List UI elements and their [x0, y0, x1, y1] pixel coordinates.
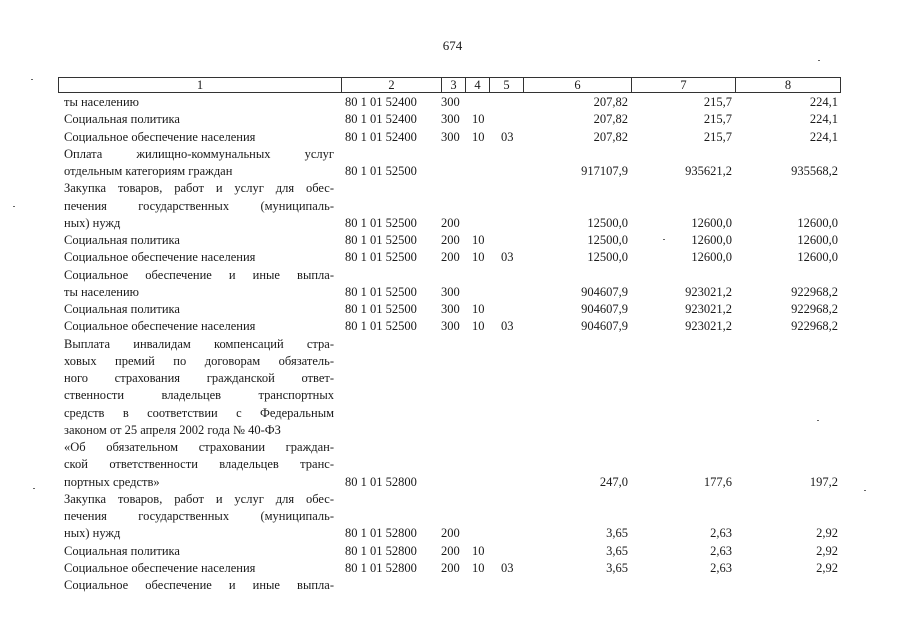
- row-value-col6: 207,82: [593, 129, 628, 144]
- row-section: 10: [472, 112, 485, 127]
- header-col-2: 2: [341, 78, 441, 92]
- row-value-col8: 224,1: [809, 129, 838, 144]
- row-expense-type: 300: [441, 129, 460, 144]
- row-value-col7: 923021,2: [685, 319, 732, 334]
- row-code: 80 1 01 52800: [345, 526, 417, 541]
- row-name: ской ответственности владельцев транс-: [64, 457, 334, 472]
- row-code: 80 1 01 52800: [345, 474, 417, 489]
- row-name: ного страхования гражданской ответ-: [64, 371, 334, 385]
- row-value-col8: 922968,2: [791, 284, 838, 299]
- page-number: 674: [442, 38, 463, 53]
- table-row: [0, 560, 905, 577]
- row-code: 80 1 01 52500: [345, 215, 417, 230]
- row-name: Социальное обеспечение и иные выпла-: [64, 267, 334, 282]
- row-value-col7: 2,63: [710, 560, 732, 575]
- row-name: ных) нужд: [64, 526, 121, 541]
- row-value-col7: 12600,0: [691, 215, 732, 230]
- row-value-col6: 12500,0: [587, 250, 628, 265]
- header-col-1: 1: [196, 78, 204, 92]
- row-value-col6: 207,82: [593, 112, 628, 127]
- row-value-col8: 922968,2: [791, 302, 838, 316]
- scan-speck: [818, 60, 820, 61]
- row-code: 80 1 01 52500: [345, 302, 417, 316]
- row-expense-type: 200: [441, 250, 460, 265]
- row-expense-type: 200: [441, 526, 460, 541]
- row-value-col7: 2,63: [710, 526, 732, 541]
- scan-speck: [33, 488, 35, 489]
- row-section: 10: [472, 233, 485, 247]
- table-row: [0, 232, 905, 249]
- row-name: Социальное обеспечение населения: [64, 129, 256, 144]
- row-code: 80 1 01 52800: [345, 560, 417, 575]
- header-col-7: 7: [631, 78, 735, 92]
- table-row: [0, 180, 905, 197]
- scan-speck: [31, 79, 33, 80]
- row-name: печения государственных (муниципаль-: [64, 198, 334, 213]
- row-subsection: 03: [501, 250, 514, 265]
- header-col-8: 8: [735, 78, 840, 92]
- table-row: [0, 129, 905, 146]
- row-value-col7: 923021,2: [685, 284, 732, 299]
- row-value-col6: 904607,9: [581, 319, 628, 334]
- table-row: [0, 525, 905, 542]
- scan-speck: [864, 490, 866, 491]
- header-col-6: 6: [523, 78, 631, 92]
- row-expense-type: 200: [441, 543, 460, 558]
- header-col-5: 5: [489, 78, 523, 92]
- row-value-col8: 12600,0: [797, 215, 838, 230]
- row-name: Социальное обеспечение и иные выпла-: [64, 578, 334, 592]
- table-header: [58, 77, 841, 93]
- table-row: [0, 267, 905, 284]
- table-row: [0, 301, 905, 318]
- row-value-col7: 2,63: [710, 543, 732, 558]
- row-name: Социальная политика: [64, 233, 180, 247]
- row-subsection: 03: [501, 129, 514, 144]
- row-value-col8: 922968,2: [791, 319, 838, 334]
- row-value-col8: 224,1: [809, 95, 838, 109]
- scan-speck: [13, 206, 15, 207]
- row-value-col8: 2,92: [816, 526, 838, 541]
- row-value-col6: 904607,9: [581, 284, 628, 299]
- row-value-col8: 2,92: [816, 543, 838, 558]
- row-expense-type: 300: [441, 95, 460, 109]
- table-row: [0, 94, 905, 111]
- row-code: 80 1 01 52500: [345, 319, 417, 334]
- row-name: ственности владельцев транспортных: [64, 388, 334, 403]
- row-expense-type: 300: [441, 302, 460, 316]
- table-row: [0, 422, 905, 439]
- row-name: ты населению: [64, 95, 139, 109]
- table-row: [0, 284, 905, 301]
- row-name: законом от 25 апреля 2002 года № 40-ФЗ: [64, 422, 281, 437]
- row-value-col7: 177,6: [703, 474, 732, 489]
- row-name: ных) нужд: [64, 215, 121, 230]
- row-name: портных средств»: [64, 474, 160, 489]
- table-row: [0, 577, 905, 594]
- row-name: Социальное обеспечение населения: [64, 560, 256, 575]
- table-row: [0, 370, 905, 387]
- row-value-col8: 2,92: [816, 560, 838, 575]
- row-name: Закупка товаров, работ и услуг для обес-: [64, 491, 334, 506]
- row-code: 80 1 01 52400: [345, 112, 417, 127]
- row-section: 10: [472, 560, 485, 575]
- table-row: [0, 163, 905, 180]
- row-value-col6: 3,65: [606, 543, 628, 558]
- row-name: Социальное обеспечение населения: [64, 250, 256, 265]
- table-row: [0, 215, 905, 232]
- row-value-col6: 3,65: [606, 560, 628, 575]
- row-value-col7: 215,7: [703, 95, 732, 109]
- table-row: [0, 318, 905, 335]
- table-row: [0, 508, 905, 525]
- row-value-col7: 215,7: [703, 112, 732, 127]
- header-col-3: 3: [441, 78, 465, 92]
- row-value-col6: 12500,0: [587, 215, 628, 230]
- row-expense-type: 200: [441, 560, 460, 575]
- row-value-col7: 215,7: [703, 129, 732, 144]
- row-value-col7: 923021,2: [685, 302, 732, 316]
- row-name: ховых премий по договорам обязатель-: [64, 353, 334, 368]
- row-code: 80 1 01 52500: [345, 164, 417, 178]
- row-code: 80 1 01 52400: [345, 129, 417, 144]
- row-code: 80 1 01 52500: [345, 284, 417, 299]
- table-row: [0, 353, 905, 370]
- row-value-col8: 935568,2: [791, 164, 838, 178]
- table-row: [0, 474, 905, 491]
- table-row: [0, 336, 905, 353]
- row-section: 10: [472, 302, 485, 316]
- table-row: [0, 111, 905, 128]
- row-section: 10: [472, 250, 485, 265]
- row-value-col8: 224,1: [809, 112, 838, 127]
- row-value-col6: 3,65: [606, 526, 628, 541]
- table-row: [0, 491, 905, 508]
- row-code: 80 1 01 52500: [345, 250, 417, 265]
- row-value-col6: 207,82: [593, 95, 628, 109]
- row-name: Социальное обеспечение населения: [64, 319, 256, 334]
- row-name: Закупка товаров, работ и услуг для обес-: [64, 181, 334, 196]
- table-row: [0, 387, 905, 404]
- row-subsection: 03: [501, 560, 514, 575]
- row-value-col8: 12600,0: [797, 233, 838, 247]
- table-row: [0, 249, 905, 266]
- row-name: Социальная политика: [64, 302, 180, 316]
- row-section: 10: [472, 543, 485, 558]
- row-value-col7: 12600,0: [691, 233, 732, 247]
- row-value-col6: 917107,9: [581, 164, 628, 178]
- row-expense-type: 300: [441, 112, 460, 127]
- table-row: [0, 405, 905, 422]
- row-expense-type: 300: [441, 284, 460, 299]
- row-code: 80 1 01 52800: [345, 543, 417, 558]
- row-name: отдельным категориям граждан: [64, 164, 233, 178]
- table-row: [0, 456, 905, 473]
- table-row: [0, 543, 905, 560]
- row-value-col8: 197,2: [809, 474, 838, 489]
- row-code: 80 1 01 52500: [345, 233, 417, 247]
- table-row: [0, 146, 905, 163]
- row-section: 10: [472, 319, 485, 334]
- row-value-col6: 247,0: [599, 474, 628, 489]
- row-name: Социальная политика: [64, 543, 180, 558]
- row-expense-type: 200: [441, 233, 460, 247]
- row-name: печения государственных (муниципаль-: [64, 509, 334, 523]
- scan-speck: [663, 239, 665, 240]
- row-expense-type: 300: [441, 319, 460, 334]
- row-value-col8: 12600,0: [797, 250, 838, 265]
- table-row: [0, 439, 905, 456]
- row-code: 80 1 01 52400: [345, 95, 417, 109]
- row-name: ты населению: [64, 284, 139, 299]
- row-name: Выплата инвалидам компенсаций стра-: [64, 336, 334, 351]
- row-value-col6: 904607,9: [581, 302, 628, 316]
- row-name: Оплата жилищно-коммунальных услуг: [64, 146, 334, 161]
- row-value-col6: 12500,0: [587, 233, 628, 247]
- table-row: [0, 198, 905, 215]
- row-value-col7: 12600,0: [691, 250, 732, 265]
- header-col-4: 4: [465, 78, 489, 92]
- row-name: «Об обязательном страховании граждан-: [64, 440, 334, 454]
- row-value-col7: 935621,2: [685, 164, 732, 178]
- scan-speck: [817, 420, 819, 421]
- row-section: 10: [472, 129, 485, 144]
- row-name: Социальная политика: [64, 112, 180, 127]
- row-name: средств в соответствии с Федеральным: [64, 405, 334, 420]
- row-subsection: 03: [501, 319, 514, 334]
- row-expense-type: 200: [441, 215, 460, 230]
